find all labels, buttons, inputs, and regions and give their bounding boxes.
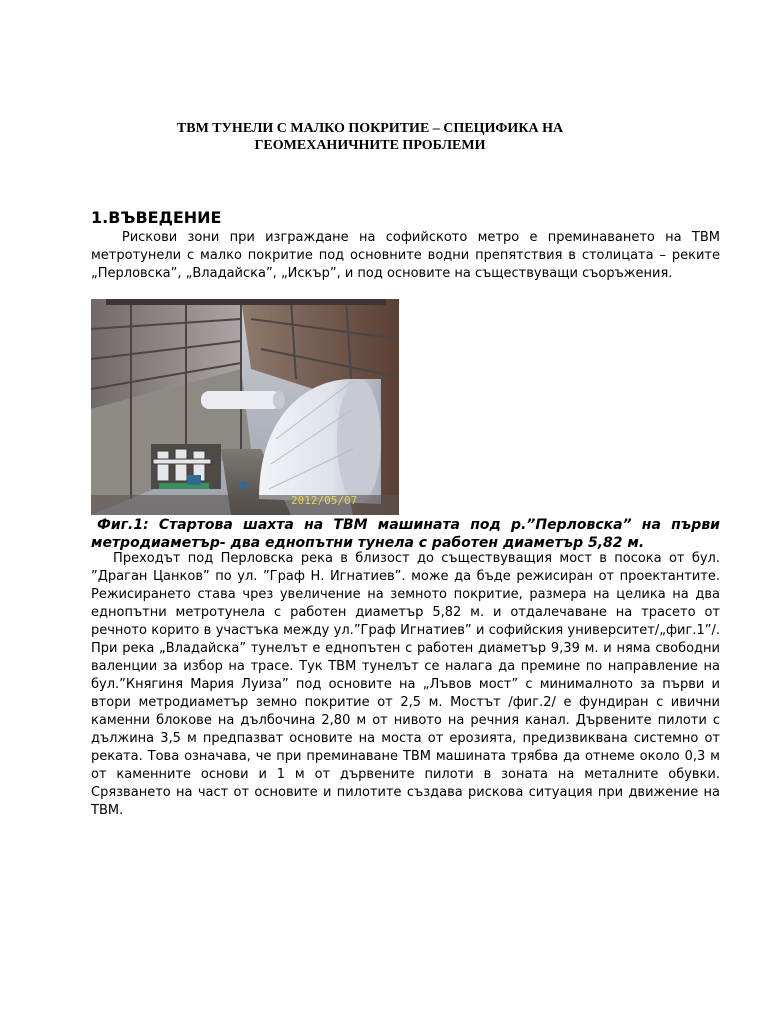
body-paragraph [91, 550, 720, 820]
photo-date-stamp: 2012/05/07 [291, 494, 358, 507]
title-line-1: TBM ТУНЕЛИ С МАЛКО ПОКРИТИЕ – СПЕЦИФИКА НА [176, 121, 564, 136]
title-line-2: ГЕОМЕХАНИЧНИТЕ ПРОБЛЕМИ [254, 138, 486, 153]
figure-label: Фиг.1: [97, 517, 149, 533]
document-title [130, 120, 610, 154]
body-paragraph-text: Преходът под Перловска река в близост до съществуващия мост в посока от бул. ”Драган Цанков” по ул. ”Граф Н. Игнатиев”. може да бъде режисиран от проектантите. Режисирането става чрез увеличение на земното покритие, размера на целика на два еднопътни метротунела с работен диаметър 5,82 м. и отдалечаване на трасето от речното корито в участъка между ул.”Граф Игнатиев” и софийския университет/„фиг.1”/. При река „Владайска” тунелът е еднопътен с работен диаметър 9,39 м. и няма свободни валенции за избор на трасе. Тук TBM тунелът се налага да премине по направление на бул.”Княгиня Мария Луиза” под основите на „Лъвов мост” с минималното за първи и втори метродиаметър земно покритие от 2,5 м. Мостът /фиг.2/ е фундиран с ивични каменни блокове на дълбочина 2,80 м от нивото на речния канал. Дървените пилоти с дължина 3,5 м предпазват основите на моста от ерозията, предизвиквана системно от реката. Това означава, че при преминаване TBM машината трябва да отнеме около 0,3 м от каменните основи и 1 м от дървените пилоти в зоната на металните обувки. Срязването на част от основите и пилотите създава рискова ситуация при движение на TBM. [91, 551, 720, 818]
figure-caption-text: Стартова шахта на TBM машината под р.”Перловска” на първи метродиаметър- два еднопътни тунела с работен диаметър 5,82 м. [91, 517, 720, 551]
intro-paragraph [91, 229, 720, 283]
section-heading: 1.ВЪВЕДЕНИЕ [91, 208, 222, 227]
figure-caption [91, 516, 720, 552]
intro-paragraph-text: Рискови зони при изграждане на софийското метро е преминаването на TBM метротунели с малко покритие под основните водни препятствия в столицата – реките „Перловска”, „Владайска”, „Искър”, и под основите на съществуващи съоръжения. [91, 230, 720, 281]
tbm-shaft-photo [91, 299, 399, 515]
